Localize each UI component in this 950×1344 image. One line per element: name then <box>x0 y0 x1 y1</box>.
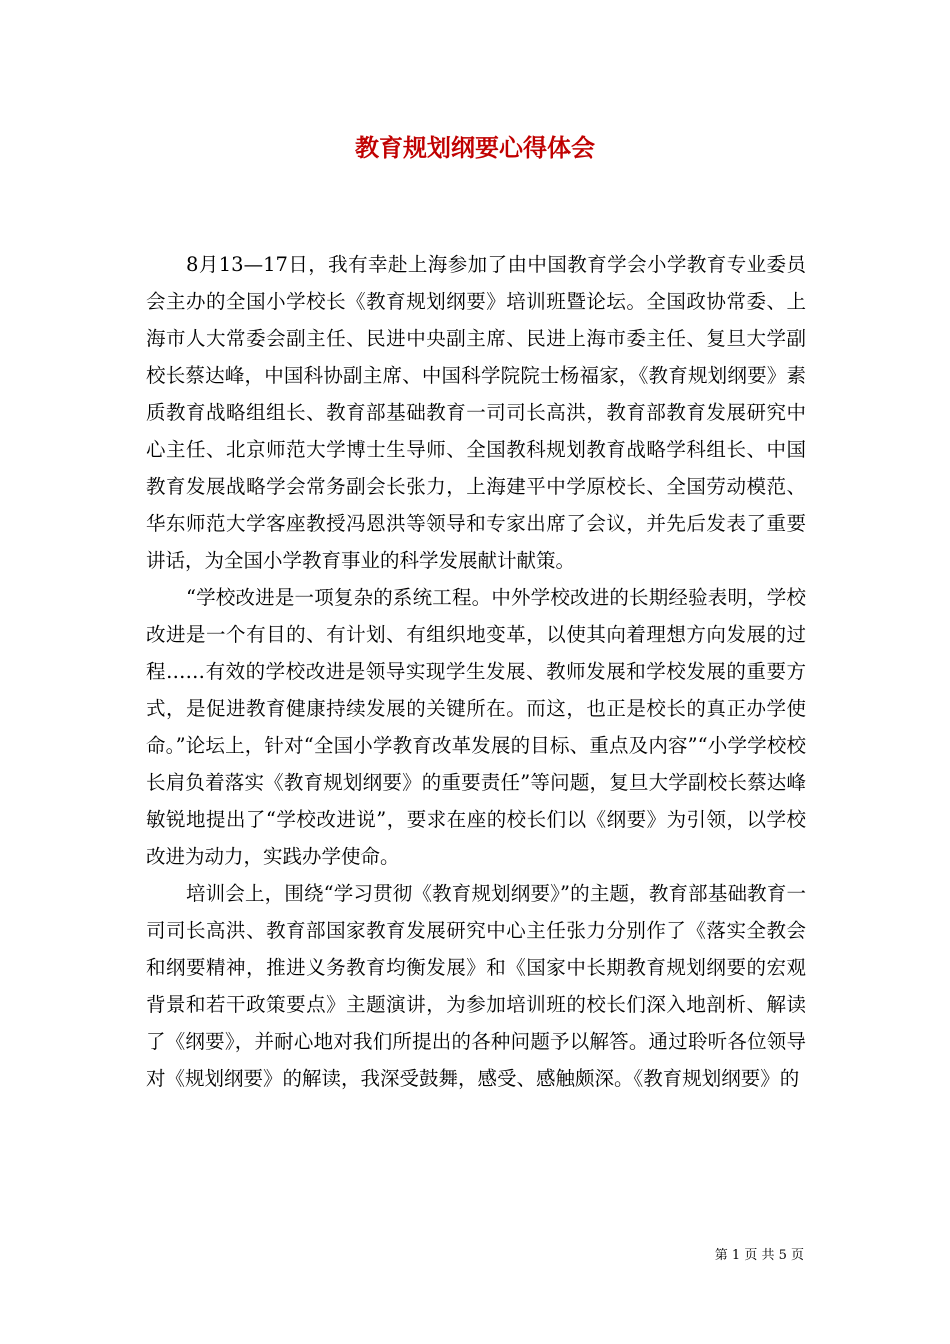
paragraph-2: “学校改进是一项复杂的系统工程。中外学校改进的长期经验表明，学校改进是一个有目的、有计划、有组织地变革，以使其向着理想方向发展的过程……有效的学校改进是领导实现学生发展、教师发展和学校发展的重要方式，是促进教育健康持续发展的关键所在。而这，也正是校长的真正办学使命。”论坛上，针对“全国小学教育改革发展的目标、重点及内容”“小学学校校长肩负着落实《教育规划纲要》的重要责任”等问题，复旦大学副校长蔡达峰敏锐地提出了“学校改进说”，要求在座的校长们以《纲要》为引领，以学校改进为动力，实践办学使命。 <box>146 586 806 868</box>
document-title: 教育规划纲要心得体会 <box>355 133 595 162</box>
paragraph-3: 培训会上，围绕“学习贯彻《教育规划纲要》”的主题，教育部基础教育一司司长高洪、教育部国家教育发展研究中心主任张力分别作了《落实全教会和纲要精神，推进义务教育均衡发展》和《国家中长期教育规划纲要的宏观背景和若干政策要点》主题演讲，为参加培训班的校长们深入地剖析、解读了《纲要》，并耐心地对我们所提出的各种问题予以解答。通过聆听各位领导对《规划纲要》的解读，我深受鼓舞，感受、感触颇深。《教育规划纲要》的 <box>146 882 806 1090</box>
paragraph-1: 8月13—17日，我有幸赴上海参加了由中国教育学会小学教育专业委员会主办的全国小学校长《教育规划纲要》培训班暨论坛。全国政协常委、上海市人大常委会副主任、民进中央副主席、民进上海市委主任、复旦大学副校长蔡达峰，中国科协副主席、中国科学院院士杨福家，《教育规划纲要》素质教育战略组组长、教育部基础教育一司司长高洪，教育部教育发展研究中心主任、北京师范大学博士生导师、全国教科规划教育战略学科组长、中国教育发展战略学会常务副会长张力，上海建平中学原校长、全国劳动模范、华东师范大学客座教授冯恩洪等领导和专家出席了会议，并先后发表了重要讲话，为全国小学教育事业的科学发展献计献策。 <box>146 253 806 572</box>
page-footer: 第 1 页 共 5 页 <box>714 1248 804 1263</box>
document-body <box>146 246 806 1097</box>
